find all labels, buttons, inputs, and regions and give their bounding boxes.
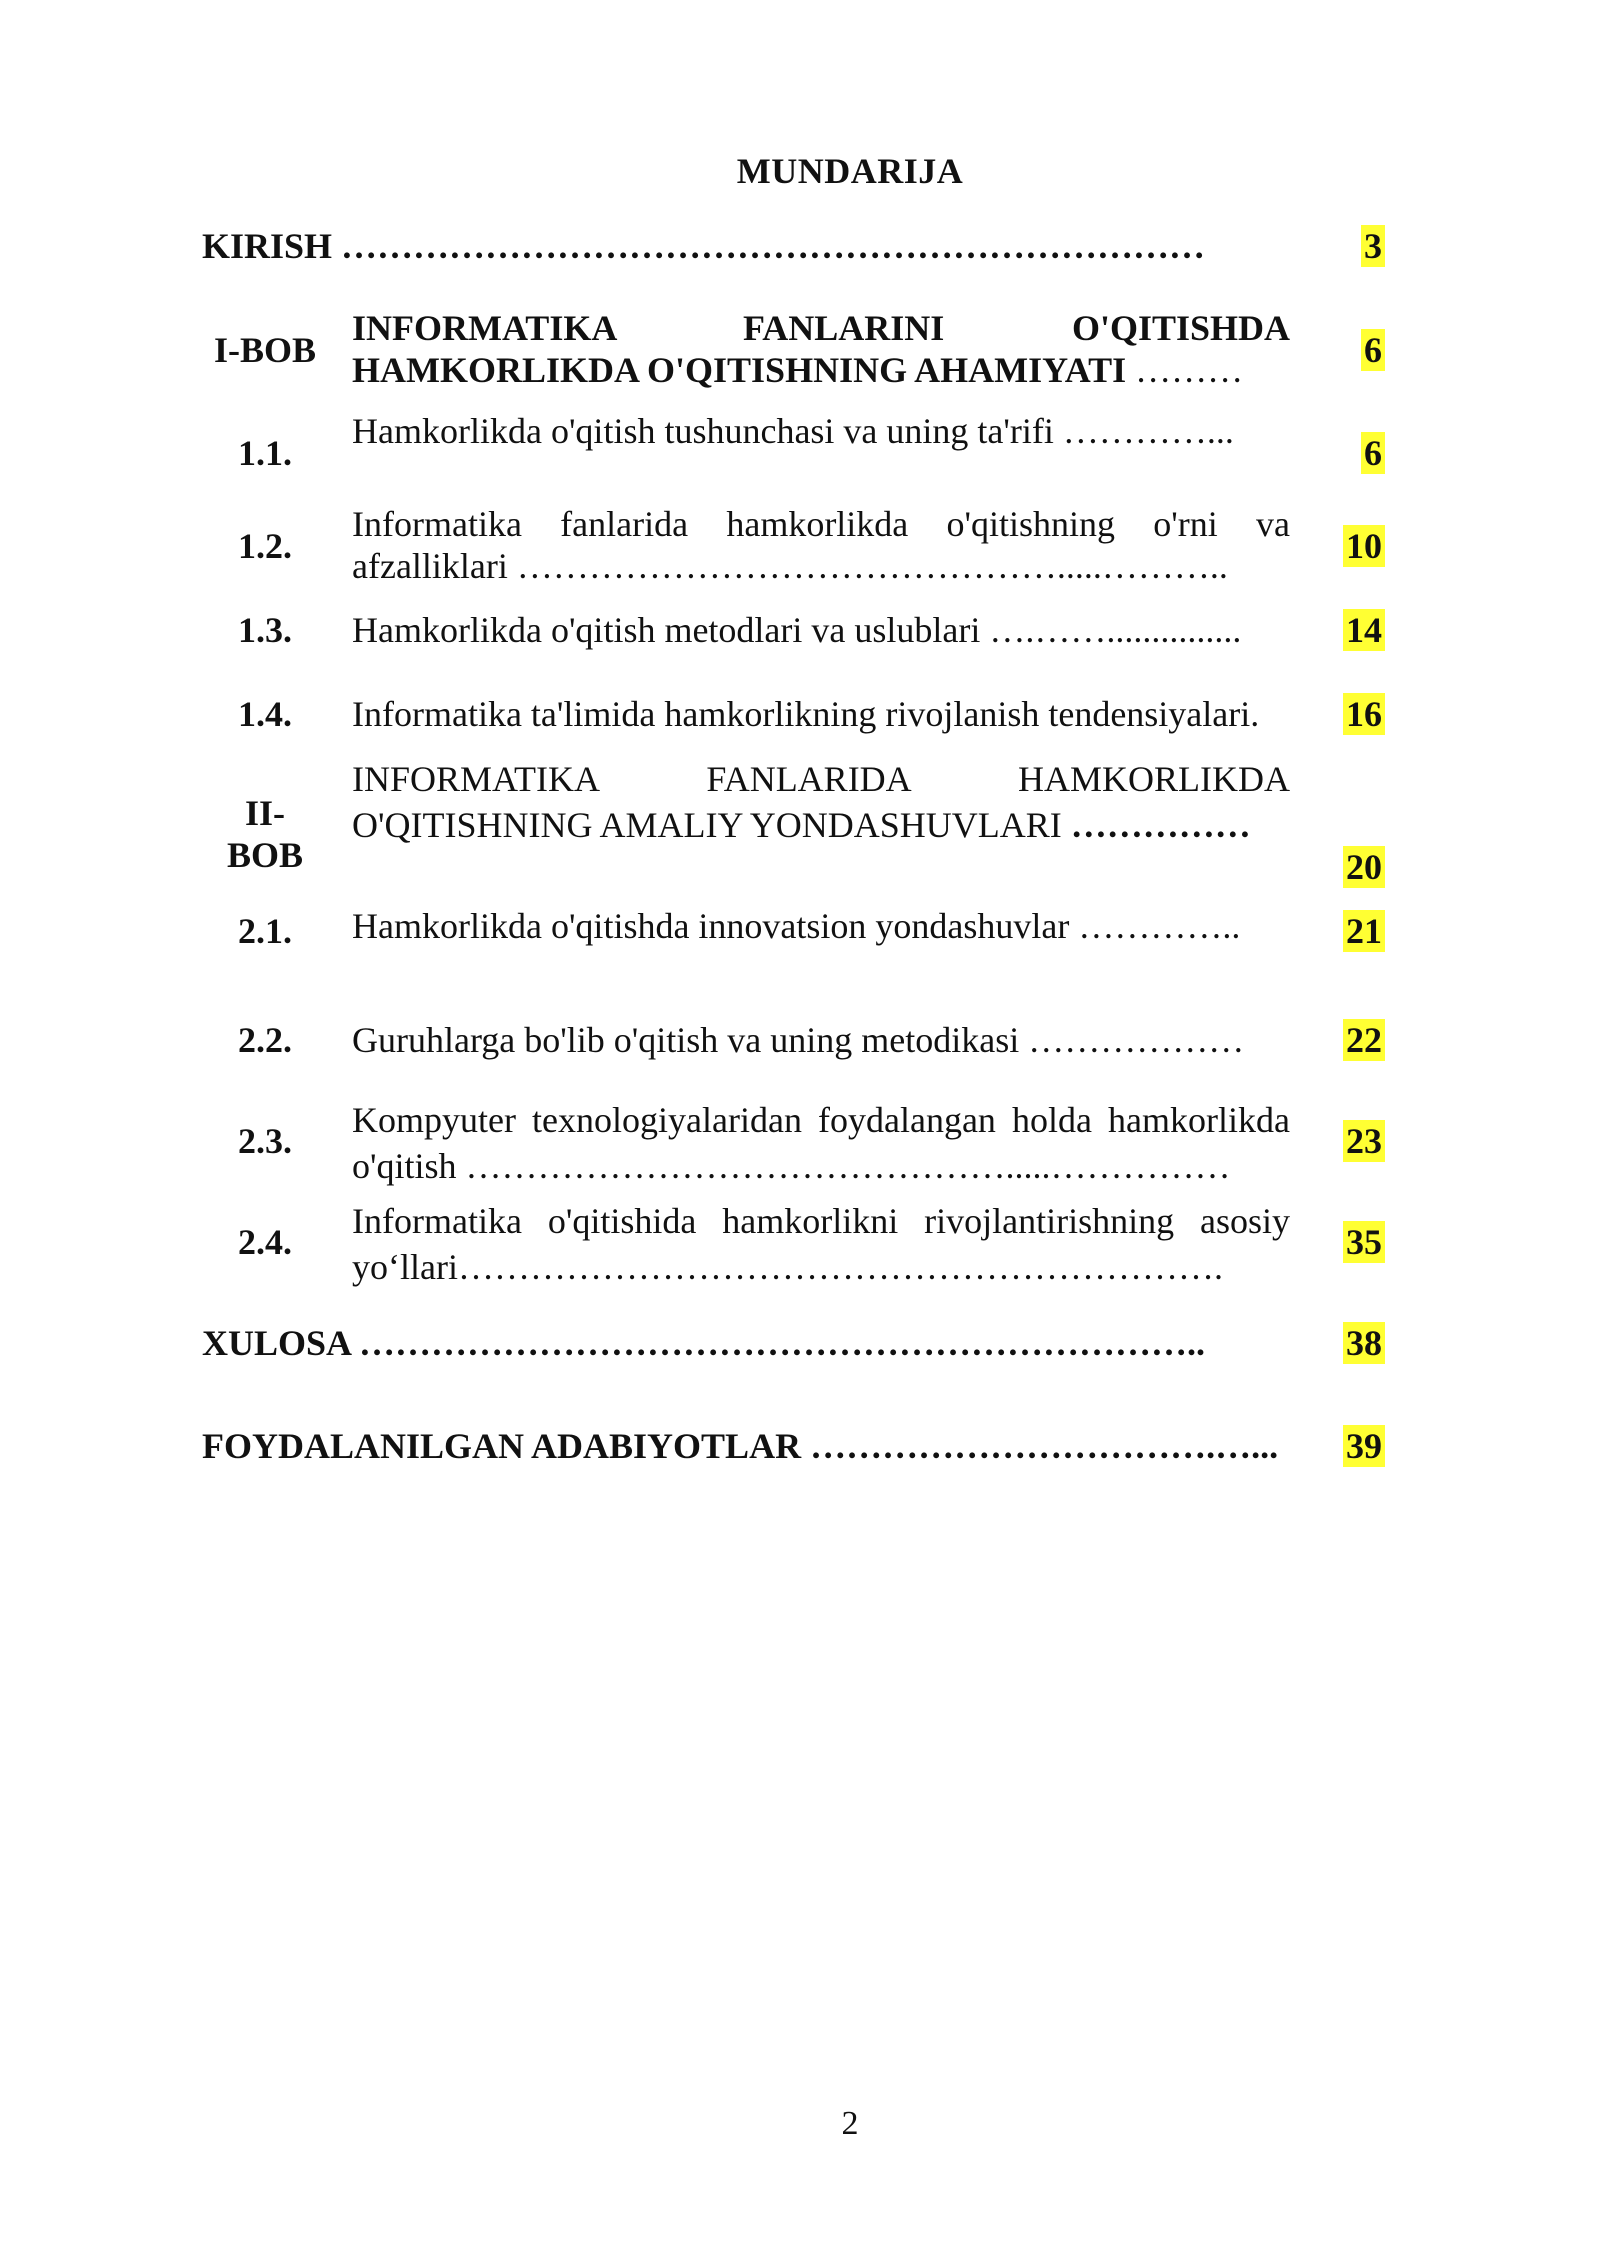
toc-bob2-title: INFORMATIKA FANLARIDA HAMKORLIKDA O'QITISHNING AMALIY YONDASHUVLARI ……………: [352, 759, 1290, 845]
page-number: 2: [841, 2105, 859, 2142]
toc-2-4-title: Informatika o'qitishida hamkorlikni rivojlantirishning asosiy yo‘llari……………………………………………………….: [352, 1201, 1290, 1287]
toc-2-1-number: 2.1.: [238, 911, 292, 951]
toc-1-2-page: 10: [1343, 525, 1385, 567]
toc-2-2-number: 2.2.: [238, 1020, 292, 1060]
toc-1-3-page: 14: [1343, 609, 1385, 651]
toc-2-3-title: Kompyuter texnologiyalaridan foydalangan holda hamkorlikda o'qitish ……………………………………….....……………: [352, 1100, 1290, 1186]
toc-kirish-label: KIRISH ………………………………………………………………: [202, 226, 1206, 266]
toc-1-1-number: 1.1.: [238, 433, 292, 473]
toc-xulosa-label: XULOSA ……………………………………………………………..: [202, 1323, 1206, 1363]
toc-1-2-number: 1.2.: [238, 526, 292, 566]
toc-2-1-page: 21: [1343, 910, 1385, 952]
toc-1-4-title: Informatika ta'limida hamkorlikning rivojlanish tendensiyalari.: [352, 694, 1260, 734]
toc-2-1-title: Hamkorlikda o'qitishda innovatsion yondashuvlar …………..: [352, 906, 1241, 946]
toc-2-2-page: 22: [1343, 1019, 1385, 1061]
toc-kirish-page: 3: [1361, 225, 1385, 267]
toc-bob2-number: II-BOB: [226, 793, 304, 875]
toc-2-3-number: 2.3.: [238, 1121, 292, 1161]
toc-bob1-number: I-BOB: [213, 330, 317, 370]
toc-1-3-title: Hamkorlikda o'qitish metodlari va uslublari ….……...............: [352, 610, 1242, 650]
toc-1-4-page: 16: [1343, 693, 1385, 735]
toc-bob1-title: INFORMATIKA FANLARINI O'QITISHDA HAMKORLIKDA O'QITISHNING AHAMIYATI ………: [352, 308, 1290, 390]
toc-2-2-title: Guruhlarga bo'lib o'qitish va uning metodikasi ………………: [352, 1020, 1245, 1060]
toc-1-4-number: 1.4.: [238, 694, 292, 734]
toc-1-2-title: Informatika fanlarida hamkorlikda o'qitishning o'rni va afzalliklari ……………………………………….....………..: [352, 504, 1290, 586]
toc-2-4-number: 2.4.: [238, 1222, 292, 1262]
toc-adabiyotlar-page: 39: [1343, 1425, 1385, 1467]
toc-bob2-page: 20: [1343, 846, 1385, 888]
toc-1-3-number: 1.3.: [238, 610, 292, 650]
toc-adabiyotlar-label: FOYDALANILGAN ADABIYOTLAR …………………………….…...: [202, 1426, 1279, 1466]
toc-bob1-page: 6: [1361, 329, 1385, 371]
toc-2-4-page: 35: [1343, 1221, 1385, 1263]
toc-1-1-page: 6: [1361, 432, 1385, 474]
toc-xulosa-page: 38: [1343, 1322, 1385, 1364]
toc-1-1-title: Hamkorlikda o'qitish tushunchasi va uning ta'rifi …………...: [352, 411, 1234, 451]
toc-2-3-page: 23: [1343, 1120, 1385, 1162]
page-title: MUNDARIJA: [736, 151, 964, 191]
